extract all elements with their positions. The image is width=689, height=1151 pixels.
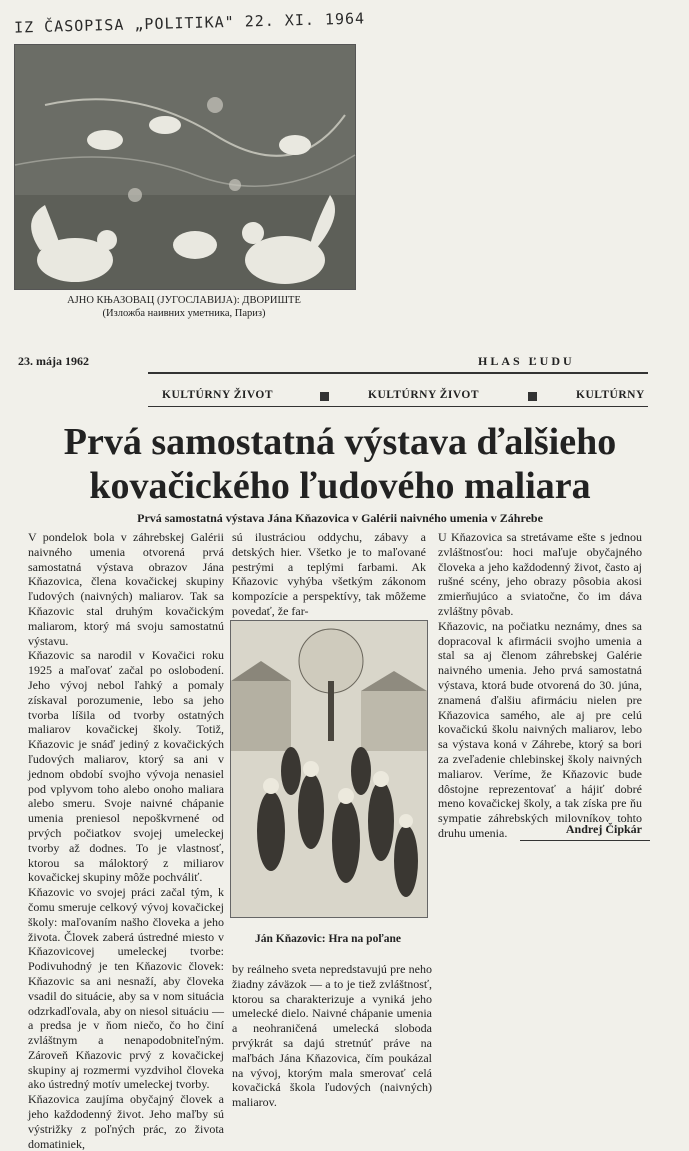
top-photo-caption-line2: (Изложба наивних уметника, Париз): [102, 308, 266, 319]
article-author: Andrej Čipkár: [565, 822, 642, 836]
top-photo-caption: [14, 294, 354, 320]
article-column-1: V pondelok bola v záhrebskej Galérii naivného umenia otvorená prvá samostatná výstava obrazov Jána Kňazovica, člena kovačickej skupiny ľudových (naivných) maliarov. Tak sa Kňazovic stal druhým kovačickým maliarom, ktorý má svoju samostatnú výstavu. Kňazovic sa narodil v Kovačici roku 1925 a maľovať začal po oslobodení. Jeho vývoj nebol ľahký a pomaly získaval porozumenie, lebo sa jeho tvorba líšila od tvorby ostatných maliarov kovačickej školy. Totiž, Kňazovic je snáď jediný z kovačických ľudových maliarov, ktorý sa ani v jednom období svojho vývoja nenasiel pod vplyvom toho alebo onoho maliara alebo smeru. Svoje naivné chápanie umenia preniesol nepoškvrnené od prvých počiatkov svojej umeleckej tvorby až dodnes. To je vlastnosť, ktorou sa máloktorý z miliarov kovačickej skupiny môže pochváliť. Kňazovic vo svojej práci začal tým, k čomu smeruje celkový vývoj kovačickej školy: maľovaním našho človeka a jeho života. Človek zaberá ústredné miesto v Kňazovicovej umeleckej tvorbe: Podivuhodný je ten Kňazovic človek: Kňazovic sa ani nesnaží, aby človeka vsadil do situácie, aby sa v nom situácia odzrkadľovala, aby on niesol situáciu — a predsa je v ňom niečo, čo ho činí zvláštnym a nenapodobniteľným. Zároveň Kňazovic prvý z kovačickej skupiny aj rozmermi vyzdvihol človeka ako ústredný motív umeleckej tvorby. Kňazovica zaujíma obyčajný človek a jeho každodenný život. Jeho maľby sú výstrižky z poľných prác, zo života domatiniek,: [28, 530, 224, 1151]
article-title-line2: kovačického ľudového maliara: [89, 465, 591, 507]
section-label-3: KULTÚRNY: [576, 389, 645, 401]
top-photo: [14, 44, 356, 290]
article-title: [10, 420, 670, 508]
newspaper-masthead: HLAS ĽUDU: [478, 354, 575, 368]
article-column-3: U Kňazovica sa stretávame ešte s jednou zvláštnosťou: hoci maľuje obyčajného človeka a jeho každodenný život, často aj rušné scény, jeho obrazy pôsobia akosi zmierňujúco a sviatočne, čo im dáva zvláštny pôvab. Kňazovic, na počiatku neznámy, dnes sa dopracoval k afirmácii svojho umenia a stal sa aj členom záhrebskej Galérie naivného umenia. Jeho prvá samostatná výstava, ktorá bude otvorená do 30. júna, znamená ďalšiu afirmáciu nielen pre Kňazovica samého, ale aj pre celú kovačickú školu naivných maliarov, lebo sa výstava koná v Záhrebe, ktorý sa bori za zveľadenie chlebinskej školy naivných maliarov. Veríme, že Kňazovic bude dôstojne reprezentovať a hájiť dobré meno kovačickej školy, a tak získa pre ňu sympatie záhrebských milovníkov tohto druhu umenia.: [438, 530, 642, 840]
handwritten-source-note: IZ ČASOPISA „POLITIKA" 22. XI. 1964: [13, 9, 366, 37]
section-label-2: KULTÚRNY ŽIVOT: [368, 389, 480, 401]
author-rule: [520, 840, 650, 841]
article-column-2-bottom: by reálneho sveta nepredstavujú pre neho žiadny záväzok — a to je tiež zvláštnosť, ktorou sa charakterizuje a vyniká jeho umelecké dielo. Naivné chápanie umenia a neohraničená umelecká sloboda prvýkrát sa dajú stretnúť práve na maľbách Jána Kňazovica, čím poukázal na vývoj, ktorým mala smerovať celá kovačická škola ľudových (naivných) maliarov.: [232, 962, 432, 1110]
header-rule: [148, 372, 648, 374]
article-title-line1: Prvá samostatná výstava ďalšieho: [63, 421, 617, 463]
article-subtitle: Prvá samostatná výstava Jána Kňazovica v Galérii naivného umenia v Záhrebe: [137, 511, 543, 525]
section-separator-1: [320, 392, 329, 401]
top-photo-caption-line1: АЈНО КЊАЗОВАЦ (ЈУГОСЛАВИЈА): ДВОРИШТЕ: [67, 295, 301, 306]
article-column-2-top: sú ilustráciou oddychu, zábavy a detských hier. Všetko je to maľované pestrými a teplými farbami. Ak Kňazovic vyhýba všetkým zákonom kompozície a perspektívy, tak môžeme povedať, že far-: [232, 530, 426, 618]
roosters-image: [15, 45, 355, 289]
section-label-1: KULTÚRNY ŽIVOT: [162, 389, 274, 401]
painting-caption: Ján Kňazovic: Hra na poľane: [255, 933, 401, 945]
newspaper-date: 23. mája 1962: [18, 354, 89, 368]
section-rule: [148, 406, 648, 407]
section-separator-2: [528, 392, 537, 401]
painting-image: [230, 620, 428, 918]
